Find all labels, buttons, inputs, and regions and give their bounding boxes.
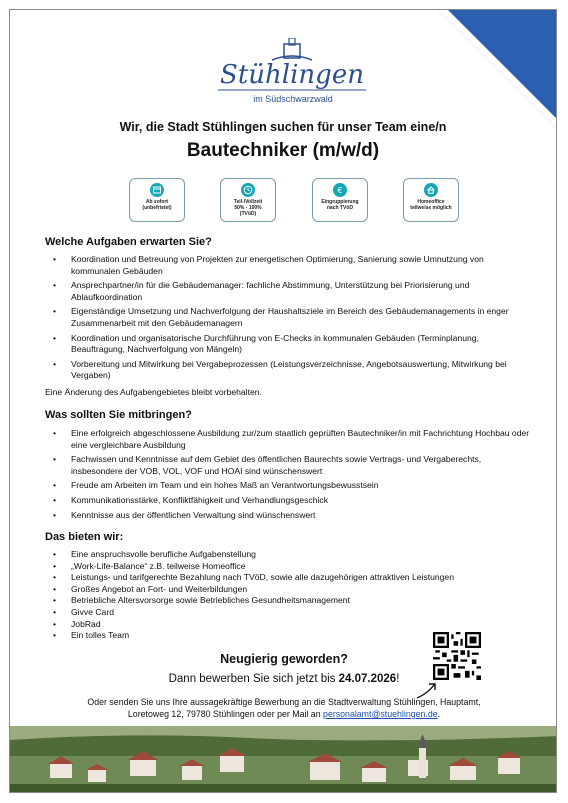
town-photo	[10, 726, 557, 793]
badge-homeoffice-line2: teilweise möglich	[410, 205, 452, 211]
offers-list	[45, 549, 531, 642]
logo-wordmark: Stühlingen	[220, 60, 364, 90]
contact-line-1: Oder senden Sie uns Ihre aussagekräftige Bewerbung an die Stadtverwaltung Stühlingen, Hauptamt,	[87, 697, 481, 707]
job-title: Bautechniker (m/w/d)	[186, 140, 380, 161]
requirements-list	[45, 428, 531, 524]
cta-apply-text: Dann bewerben Sie sich jetzt bis	[168, 673, 339, 685]
list-item: • Betriebliche Altersvorsorge sowie Betriebliches Gesundheitsmanagement	[45, 595, 531, 607]
list-item: • JobRad	[45, 619, 531, 631]
badge-hours	[220, 178, 276, 222]
list-item: • Eine erfolgreich abgeschlossene Ausbildung zur/zum staatlich geprüften Bautechniker/in mit Fachrichtung Hochbau oder eine vergleichbare Ausbildung	[45, 428, 531, 451]
badge-start	[129, 178, 185, 222]
home-icon	[424, 183, 438, 197]
clock-icon	[241, 183, 255, 197]
offers-heading: Das bieten wir:	[45, 531, 124, 543]
list-item: • Givve Card	[45, 607, 531, 619]
list-item: • Freude am Arbeiten im Team und ein hohes Maß an Verantwortungsbewusstsein	[45, 480, 531, 492]
badge-start-line1: Ab sofort	[145, 199, 169, 205]
benefit-badges	[129, 178, 459, 222]
list-item: • Koordination und Betreuung von Projekten zur energetischen Optimierung, Sanierung sowie Umnutzung von kommunalen Gebäuden	[45, 254, 531, 277]
contact-address: Loretoweg 12, 79780 Stühlingen oder per Mail an	[127, 709, 324, 719]
badge-salary-line2: nach TVöD	[326, 205, 354, 211]
requirements-heading: Was sollten Sie mitbringen?	[45, 409, 192, 421]
list-item: • Leistungs- und tarifgerechte Bezahlung nach TVöD, sowie alle dazugehörigen attraktiven Leistungen	[45, 572, 531, 584]
list-item: • Eigenständige Umsetzung und Nachverfolgung der Haushaltsziele im Bereich des Gebäudemanagements in enger Zusammenarbeit mit den Gebäudemanagern	[45, 306, 531, 329]
contact-line-end: .	[437, 709, 441, 719]
list-item: • Kommunikationsstärke, Konfliktfähigkeit und Verhandlungsgeschick	[45, 495, 531, 507]
badge-homeoffice	[403, 178, 459, 222]
badge-hours-line3: (TVöD)	[239, 211, 257, 217]
badge-homeoffice-line1: Homeoffice	[417, 199, 445, 205]
application-deadline: 24.07.2026	[338, 673, 397, 685]
list-item: • Ein tolles Team	[45, 630, 531, 642]
list-item: • Großes Angebot an Fort- und Weiterbildungen	[45, 584, 531, 596]
contact-line-2	[0, 708, 568, 720]
badge-salary-line1: Eingruppierung	[321, 199, 359, 205]
contact-info	[0, 696, 568, 720]
badge-hours-line1: Teil-/Vollzeit	[233, 199, 263, 205]
tasks-list	[45, 254, 531, 385]
calendar-icon	[150, 183, 164, 197]
svg-text:€: €	[337, 186, 343, 195]
corner-decoration	[438, 10, 556, 128]
badge-salary	[312, 178, 368, 222]
email-link[interactable]: personalamt@stuehlingen.de	[323, 709, 438, 719]
list-item: • Fachwissen und Kenntnisse auf dem Gebiet des öffentlichen Baurechts sowie Vertrags- und Vergaberechts, insbesondere der VOB, VOL, VOF und HOAI sind wünschenswert	[45, 454, 531, 477]
tasks-note: Eine Änderung des Aufgabengebietes bleibt vorbehalten.	[45, 387, 262, 397]
badge-hours-line2: 50% - 100%	[234, 205, 262, 211]
badge-start-line2: (unbefristet)	[142, 205, 172, 211]
list-item: • Koordination und organisatorische Durchführung von E-Checks in kommunalen Gebäuden (Terminplanung, Beauftragung, Nachverfolgung von Mängeln)	[45, 333, 531, 356]
list-item: • „Work-Life-Balance“ z.B. teilweise Homeoffice	[45, 561, 531, 573]
cta-question: Neugierig geworden?	[220, 652, 348, 666]
list-item: • Eine anspruchsvolle berufliche Aufgabenstellung	[45, 549, 531, 561]
logo-subtitle: im Südschwarzwald	[253, 94, 333, 104]
list-item: • Vorbereitung und Mitwirkung bei Vergabeprozessen (Leistungsverzeichnisse, Angebotsauswertung, Mitwirkung bei Vergaben)	[45, 359, 531, 382]
intro-text: Wir, die Stadt Stühlingen suchen für unser Team eine/n	[119, 120, 447, 134]
tasks-heading: Welche Aufgaben erwarten Sie?	[45, 236, 212, 248]
euro-icon	[333, 183, 347, 197]
list-item: • Kenntnisse aus der öffentlichen Verwaltung sind wünschenswert	[45, 510, 531, 522]
list-item: • Ansprechpartner/in für die Gebäudemanager: fachliche Abstimmung, Unterstützung bei Priorisierung und Ablaufkoordination	[45, 280, 531, 303]
cta-apply	[0, 673, 568, 685]
cta-apply-suffix: !	[396, 673, 400, 685]
